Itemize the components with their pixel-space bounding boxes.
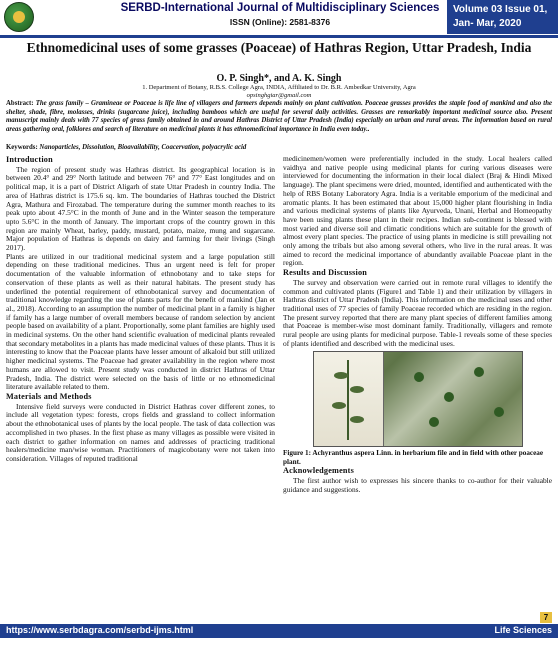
abstract-text: The grass family – Gramineae or Poaceae is life line of villagers and farmers depends mainly on plant cultivation. Poaceae grasses provides the staple food of mankind and also the shelter, shade, fibre, molasses, drinks (sugarcane juice), including bamboos which are useful for several daily activities. Grasses are remarkably important medicinal source also. Present manuscript mainly deals with 77 species of grass family obtained in and around Hathras District of Uttar Pradesh (India) especially on urban and rural areas. The information based on rural areas gathering oral, folklores and search of literature on medicinal plants it has ethnomedicinal importance in India even today..	[6, 100, 552, 133]
section-heading-methods: Materials and Methods	[6, 391, 92, 401]
left-column	[6, 155, 275, 617]
paragraph: The region of present study was Hathras district. Its geographical location is in between 20.4° and 29° North latitude and between 76° and 77° East longitudes and on political map, it is a part of District Aligarh of state Uttar Pradesh in country India. The area of Hathras district is 175.6 sq. km. The boundaries of Hathras touched the District Agra, Mathura and Firozabad. The temperature during the summer month reaches to its peak upto about 47.5°C in the month of June and in the Winter season the temperature upto 5.6°C in the month of January. The important crops of the country grown in this region are mainly Wheat, barley, paddy, mustard, potato, maize, mung and sugarcane. Major population of Hathras is depends on dairy and farming for their livings (Singh 2017).	[6, 164, 275, 253]
paragraph: The first author wish to expresses his sincere thanks to co-author for their valuable guidance and suggestions.	[283, 476, 552, 494]
section-heading-acknowledgements: Acknowledgements	[283, 466, 354, 476]
right-column	[283, 155, 552, 617]
paper-affiliation: 1. Department of Botany, R.B.S. College Agra, INDIA, Affiliated to Dr. B.R. Ambedkar University, Agra	[142, 84, 416, 91]
herbarium-sheet-image	[314, 352, 384, 446]
footer-section-label: Life Sciences	[494, 625, 552, 635]
journal-issn: ISSN (Online): 2581-8376	[229, 17, 331, 27]
page-footer	[0, 624, 558, 638]
paragraph: The survey and observation were carried out in remote rural villages to identify the common and cultivated plants (Figure1 and Table 1) and their utilization by villagers in Hathras district of Uttar Pradesh (India). This information on the medicinal uses and other traditional uses of 77 species of family Poaceae recorded which are residing in the region. The present survey reported that there are many plant species of different families among that Poaceae is member-wise most dominant family. Traditionally, villagers and remote rural people are using plants for medicinal purpose. Table-1 reveals some of these species of plants identified and described with the medicinal uses.	[283, 277, 552, 348]
abstract	[6, 100, 552, 134]
keywords-label: Keywords:	[6, 144, 38, 151]
figure-1-image	[313, 351, 523, 447]
abstract-label: Abstract:	[6, 100, 34, 107]
section-heading-results: Results and Discussion	[283, 268, 368, 278]
journal-logo-icon	[4, 2, 34, 32]
author-email: opsinghgiar@gmail.com	[246, 92, 312, 99]
paper-authors: O. P. Singh*, and A. K. Singh	[216, 73, 342, 84]
volume-text: Volume 03 Issue 01,	[453, 4, 548, 15]
journal-header	[0, 0, 558, 36]
issue-date: Jan- Mar, 2020	[453, 18, 522, 29]
section-heading-introduction: Introduction	[6, 155, 53, 164]
volume-badge	[447, 0, 558, 34]
journal-url-link[interactable]: https://www.serbdagra.com/serbd-ijms.html	[6, 625, 194, 635]
figure-caption: Figure 1: Achyranthus aspera Linn. in herbarium file and in field with other poaceae plant.	[283, 449, 544, 466]
keywords	[6, 144, 552, 151]
paragraph: Intensive field surveys were conducted in District Hathras cover different zones, to include all vegetation types: forests, crops fields and grassland to collect information about the ethnobotanical uses of plants by the local people. The task of data collection was accomplished in two phases. In the first phase as many villages as possible were visited in each district to gather information on names and addresses of practicing traditional healers/medicine man/wise woman. Practitioners of magicobotany were not taken into consideration. Villages of reputed traditional	[6, 401, 275, 463]
page-number: 7	[540, 612, 552, 623]
header-divider	[0, 35, 558, 38]
paragraph: Plants are utilized in our traditional medicinal system and a large population still depending on these traditional medicines. Thus an urgent need is felt for proper documentation of the valuable information of ethnobotany and to take steps for conservation of these plants as well as their natural habitats. The present study has underlined the potential requirement of ethnobotanical survey and documentation of traditional knowledge regarding the use of plants parts for the benefit of mankind (Jan et al., 2018). According to an assumption the number of medicinal plant in a family is higher if family has a large number of overall members because of random selection by ancient people based on availability of a plant. Proportionally, some plant families are highly used in medicinal systems. On the other hand scientific evaluation of medicinal plants revealed that secondary metabolites in a plants has made medicinal values of these plants. Thus it is interesting to know that the Poaceae plants have lesser amount of alkaloid but still utilized higher medicinal systems. The Poaceae had greater availability in the region where most humans are allowed to visit. Present study was conducted in district Hathras of Uttar Pradesh, India. The district were selected on the basis of little or no ethnomedicinal literature available related to them.	[6, 251, 275, 392]
paragraph: medicinemen/women were preferentially included in the study. Local healers called vaidhya and native people using medicinal plants for curing various diseases were interviewed for documenting the information in their local dialect (Braj & Hindi Mixed language). The plant specimens were dried, mounted, identified and authenticated with the help of RBS Botany Laboratory Agra. India is a veritable emporium of the medicinal and aromatic plants. It has been estimated that about 15,000 higher plant flourishing in India and various medicinal systems of plants like Ayurveda, Unani, Herbal and Homeopathy have been using plants these plant in their recipes. Indian sub-continent is blessed with most varied and diverse soil and climatic conditions which are suitable for the growth of almost every plant species. The practice of using plants in medicine is still prevailing not only among the tribals but also among several others, who live in the rural areas. It was aimed to record the medicinal importance of abundantly available Poaceae plant in the region.	[283, 155, 552, 268]
keywords-text: Nanoparticles, Dissolution, Bioavailability, Coacervation, polyacrylic acid	[39, 144, 247, 151]
paper-title: Ethnomedicinal uses of some grasses (Poaceae) of Hathras Region, Uttar Pradesh, India	[26, 40, 532, 55]
journal-title: SERBD-International Journal of Multidisciplinary Sciences	[120, 2, 440, 14]
